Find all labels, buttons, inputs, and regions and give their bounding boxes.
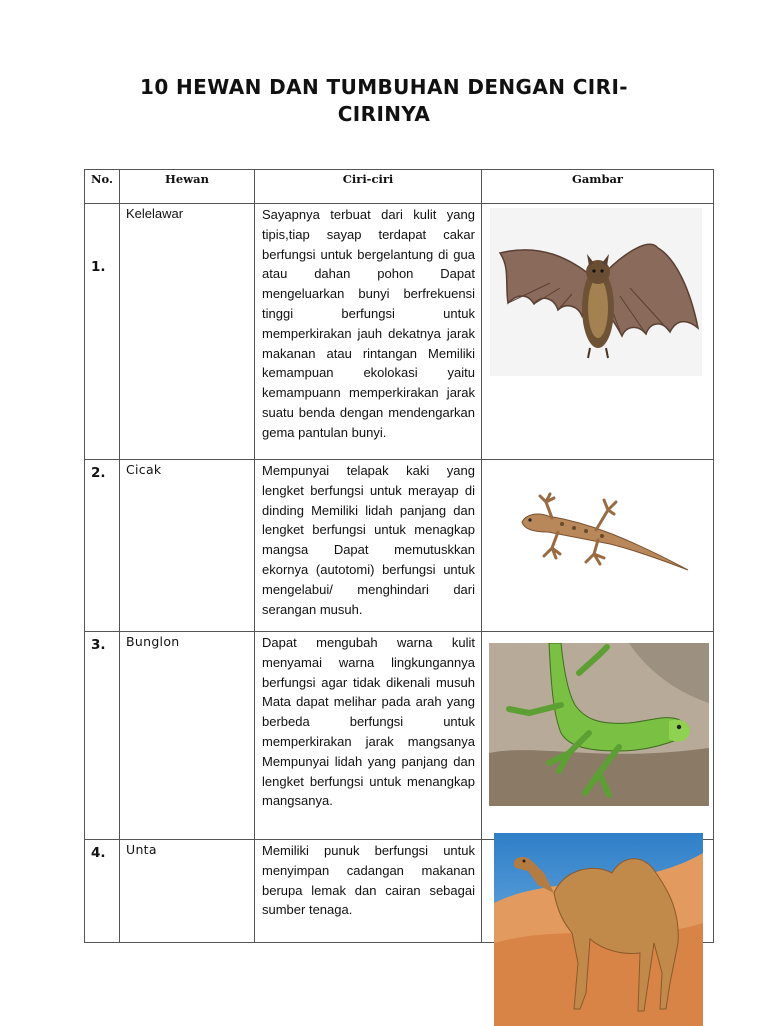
animal-image-cell (482, 204, 714, 460)
table-row (85, 632, 714, 840)
camel-photo (494, 833, 703, 1026)
header-no: No. (85, 170, 120, 204)
iguana-photo (489, 643, 709, 806)
table-row (85, 840, 714, 943)
animal-table (84, 169, 714, 943)
header-ciri: Ciri-ciri (255, 170, 482, 204)
animal-description: Dapat mengubah warna kulit menyamai warna lingkungannya berfungsi agar tidak dikenali musuh Mata dapat melihar pada arah yang berbeda berfungsi untuk memperkirakan jarak mangsanya Mempunyai lidah yang panjang dan lengket berfungsi untuk menangkap mangsanya. (255, 632, 482, 840)
header-gambar: Gambar (482, 170, 714, 204)
animal-description: Memiliki punuk berfungsi untuk menyimpan cadangan makanan berupa lemak dan cairan sebagai sumber tenaga. (255, 840, 482, 943)
row-number: 1. (85, 204, 120, 460)
table-row (85, 460, 714, 632)
gecko-photo (512, 486, 692, 576)
animal-name: Cicak (120, 460, 255, 632)
header-row (85, 170, 714, 204)
row-number: 4. (85, 840, 120, 943)
animal-description: Sayapnya terbuat dari kulit yang tipis,tiap sayap terdapat cakar berfungsi untuk bergelantung di gua atau dahan pohon Dapat mengeluarkan bunyi berfrekuensi tinggi berfungsi untuk memperkirakan jauh dekatnya jarak makanan atau rintangan Memiliki kemampuan ekolokasi yaitu kemampuann memperkirakan jarak suatu benda dengan mendengarkan gema pantulan bunyi. (255, 204, 482, 460)
header-hewan: Hewan (120, 170, 255, 204)
animal-image-cell (482, 632, 714, 840)
animal-image-cell (482, 840, 714, 943)
animal-name: Bunglon (120, 632, 255, 840)
page-title (100, 74, 668, 128)
title-line-1: 10 HEWAN DAN TUMBUHAN DENGAN CIRI- (140, 75, 628, 99)
row-number: 3. (85, 632, 120, 840)
bat-photo (490, 208, 702, 376)
table-row (85, 204, 714, 460)
row-number: 2. (85, 460, 120, 632)
animal-name: Kelelawar (120, 204, 255, 460)
title-line-2: CIRINYA (337, 102, 431, 126)
animal-name: Unta (120, 840, 255, 943)
animal-image-cell (482, 460, 714, 632)
animal-description: Mempunyai telapak kaki yang lengket berfungsi untuk merayap di dinding Memiliki lidah panjang dan lengket berfungsi untuk menagkap mangsa Dapat memutuskkan ekornya (autotomi) berfungsi untuk mengelabui/ menghindari dari serangan musuh. (255, 460, 482, 632)
